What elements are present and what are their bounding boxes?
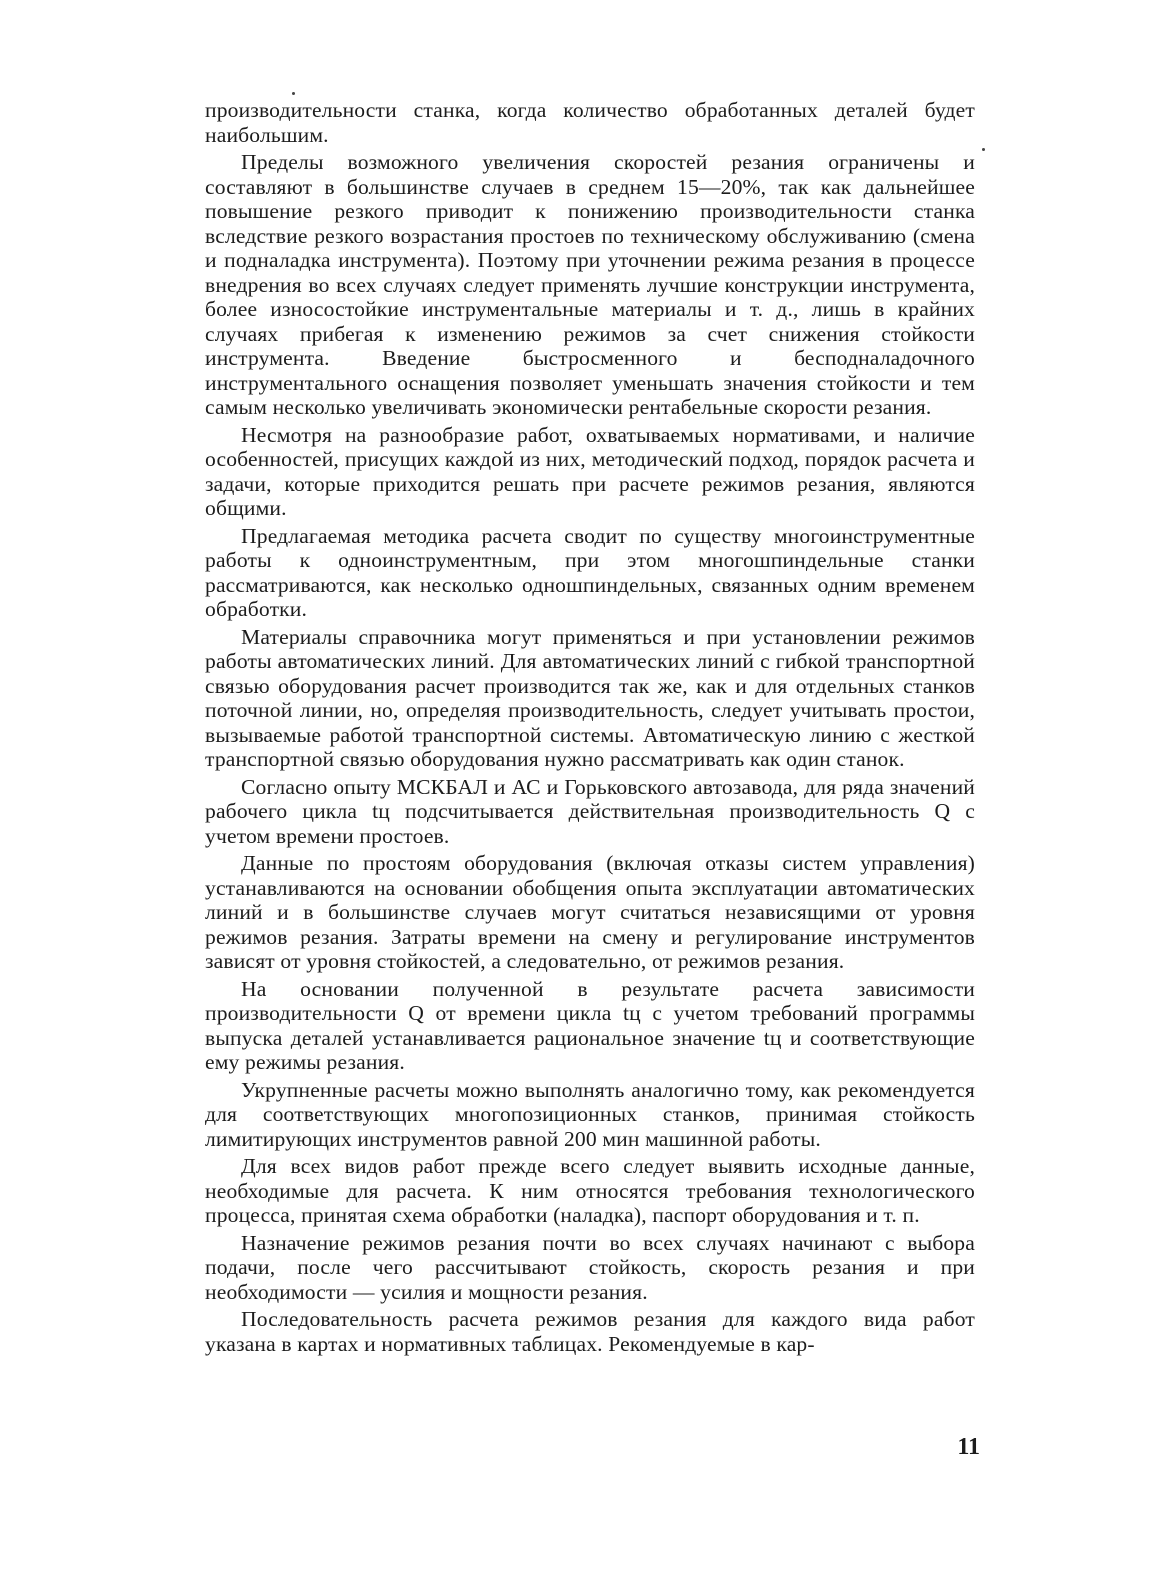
paragraph-3: Несмотря на разнообразие работ, охватываемых нормативами, и наличие особенностей, присущих каждой из них, методический подход, порядок расчета и задачи, которые приходится решать при расчете режимов резания, являются общими. [205,422,975,520]
paragraph-5: Материалы справочника могут применяться и при установлении режимов работы автоматических линий. Для автоматических линий с гибкой транспортной связью оборудования расчет производится так же, как и для отдельных станков поточной линии, но, определяя производительность, следует учитывать простои, вызываемые работой транспортной системы. Автоматическую линию с жесткой транспортной связью оборудования нужно рассматривать как один станок. [205,624,975,771]
paragraph-11: Назначение режимов резания почти во всех случаях начинают с выбора подачи, после чего рассчитывают стойкость, скорость резания и при необходимости — усилия и мощности резания. [205,1230,975,1304]
paragraph-12: Последовательность расчета режимов резания для каждого вида работ указана в картах и нормативных таблицах. Рекомендуемые в кар- [205,1307,975,1356]
paragraph-1: производительности станка, когда количество обработанных деталей будет наибольшим. [205,98,975,147]
scan-speck [982,148,985,151]
paragraph-7: Данные по простоям оборудования (включая отказы систем управления) устанавливаются на основании обобщения опыта эксплуатации автоматических линий и в большинстве случаев могут считаться независящими от уровня режимов резания. Затраты времени на смену и регулирование инструментов зависят от уровня стойкостей, а следовательно, от режимов резания. [205,851,975,973]
paragraph-8: На основании полученной в результате расчета зависимости производительности Q от времени цикла tц с учетом требований программы выпуска деталей устанавливается рациональное значение tц и соответствующие ему режимы резания. [205,976,975,1074]
page-number: 11 [957,1434,980,1460]
paragraph-4: Предлагаемая методика расчета сводит по существу многоинструментные работы к одноинструментным, при этом многошпиндельные станки рассматриваются, как несколько одношпиндельных, связанных одним временем обработки. [205,523,975,621]
paragraph-10: Для всех видов работ прежде всего следует выявить исходные данные, необходимые для расчета. К ним относятся требования технологического процесса, принятая схема обработки (наладка), паспорт оборудования и т. п. [205,1154,975,1227]
scan-speck [292,92,295,95]
paragraph-6: Согласно опыту МСКБАЛ и АС и Горьковского автозавода, для ряда значений рабочего цикла tц подсчитывается действительная производительность Q с учетом времени простоев. [205,774,975,848]
paragraph-9: Укрупненные расчеты можно выполнять аналогично тому, как рекомендуется для соответствующих многопозиционных станков, принимая стойкость лимитирующих инструментов равной 200 мин машинной работы. [205,1077,975,1151]
page-body [205,98,975,1356]
paragraph-2: Пределы возможного увеличения скоростей резания ограничены и составляют в большинстве случаев в среднем 15—20%, так как дальнейшее повышение резкого приводит к понижению производительности станка вследствие резкого возрастания простоев по техническому обслуживанию (смена и подналадка инструмента). Поэтому при уточнении режима резания в процессе внедрения во всех случаях следует применять лучшие конструкции инструмента, более износостойкие инструментальные материалы и т. д., лишь в крайних случаях прибегая к изменению режимов за счет снижения стойкости инструмента. Введение быстросменного и бесподналадочного инструментального оснащения позволяет уменьшать значения стойкости и тем самым несколько увеличивать экономически рентабельные скорости резания. [205,150,975,419]
